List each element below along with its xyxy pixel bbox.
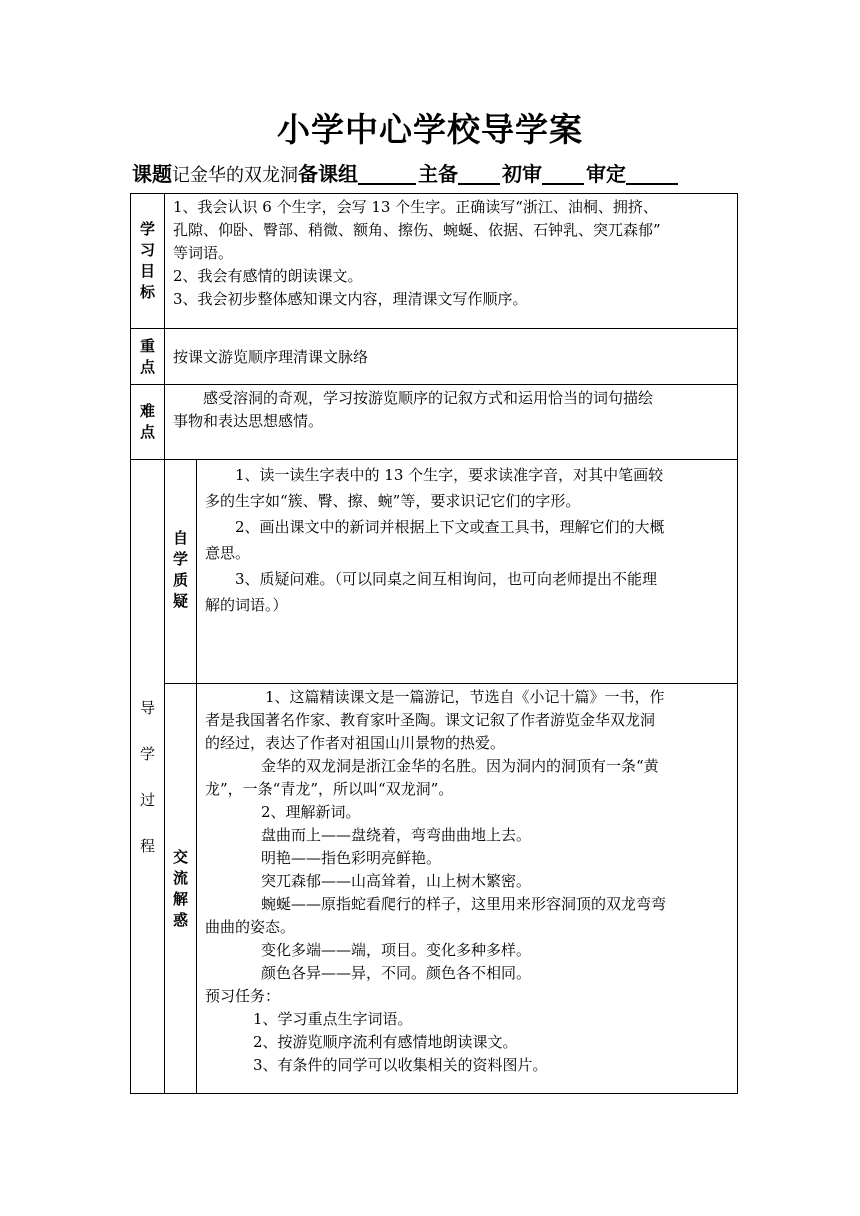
exchange-line: 2、按游览顺序流利有感情地朗读课文。 (253, 1033, 518, 1051)
topic-label: 课题 (132, 162, 172, 186)
goals-line: 3、我会初步整体感知课文内容，理清课文写作顺序。 (173, 290, 528, 308)
lesson-plan-table (130, 193, 738, 1094)
key-point-text: 按课文游览顺序理清课文脉络 (173, 348, 369, 366)
exchange-line: 1、学习重点生字词语。 (253, 1010, 413, 1028)
exchange-line: 的经过，表达了作者对祖国山川景物的热爱。 (205, 734, 506, 752)
final-review-blank (626, 163, 678, 185)
first-review-label: 初审 (502, 162, 542, 186)
self-study-line: 3、质疑问难。（可以同桌之间互相询问，也可向老师提出不能理 (235, 570, 658, 588)
self-study-line: 1、读一读生字表中的 13 个生字，要求读准字音，对其中笔画较 (235, 466, 664, 484)
exchange-label: 交 流 解 惑 (165, 684, 197, 1094)
key-point-row (131, 329, 738, 385)
self-study-line: 解的词语。） (205, 596, 288, 614)
self-study-line: 意思。 (205, 544, 251, 562)
exchange-line: 者是我国著名作家、教育家叶圣陶。课文记叙了作者游览金华双龙洞 (205, 711, 656, 729)
exchange-line: 变化多端——端，项目。变化多种多样。 (261, 941, 532, 959)
exchange-content (197, 684, 738, 1094)
group-blank (358, 163, 416, 185)
exchange-row (131, 684, 738, 1094)
main-blank (458, 163, 500, 185)
exchange-line: 3、有条件的同学可以收集相关的资料图片。 (253, 1056, 548, 1074)
exchange-line: 龙”，一条“青龙”，所以叫“双龙洞”。 (205, 780, 454, 798)
header-line (132, 158, 742, 187)
goals-line: 2、我会有感情的朗读课文。 (173, 267, 363, 285)
page-title: 小学中心学校导学案 (277, 110, 583, 149)
exchange-line: 明艳——指色彩明亮鲜艳。 (261, 849, 442, 867)
final-review-label: 审定 (586, 162, 626, 186)
self-study-label: 自 学 质 疑 (165, 460, 197, 684)
difficulty-line: 感受溶洞的奇观，学习按游览顺序的记叙方式和运用恰当的词句描绘 (203, 389, 654, 407)
first-review-blank (542, 163, 584, 185)
goals-line: 1、我会认识 6 个生字，会写 13 个生字。正确读写“浙江、油桐、拥挤、 (173, 198, 658, 216)
key-point-content (165, 329, 738, 385)
exchange-line: 盘曲而上——盘绕着，弯弯曲曲地上去。 (261, 826, 532, 844)
exchange-line: 1、这篇精读课文是一篇游记，节选自《小记十篇》一书，作 (265, 688, 665, 706)
difficulty-label: 难 点 (131, 385, 165, 460)
self-study-line: 2、画出课文中的新词并根据上下文或查工具书，理解它们的大概 (235, 518, 665, 536)
exchange-line: 预习任务： (205, 987, 281, 1005)
exchange-line: 蜿蜒——原指蛇看爬行的样子，这里用来形容洞顶的双龙弯弯 (261, 895, 667, 913)
self-study-line: 多的生字如“簇、臀、擦、蜿”等，要求识记它们的字形。 (205, 492, 581, 510)
difficulty-content (165, 385, 738, 460)
goals-row (131, 194, 738, 329)
exchange-line: 金华的双龙洞是浙江金华的名胜。因为洞内的洞顶有一条“黄 (261, 757, 659, 775)
key-point-label: 重 点 (131, 329, 165, 385)
group-label: 备课组 (298, 162, 358, 186)
exchange-line: 2、理解新词。 (261, 803, 361, 821)
exchange-line: 曲曲的姿态。 (205, 918, 296, 936)
difficulty-line: 事物和表达思想感情。 (173, 412, 324, 430)
goals-label: 学 习 目 标 (131, 194, 165, 329)
difficulty-row (131, 385, 738, 460)
goals-content (165, 194, 738, 329)
exchange-line: 颜色各异——异，不同。颜色各不相同。 (261, 964, 532, 982)
main-label: 主备 (418, 162, 458, 186)
self-study-row (131, 460, 738, 684)
process-label: 导 学 过 程 (131, 460, 165, 1094)
goals-line: 孔隙、仰卧、臀部、稍微、额角、擦伤、蜿蜒、依据、石钟乳、突兀森郁” (173, 221, 661, 239)
self-study-content (197, 460, 738, 684)
topic-value: 记金华的双龙洞 (172, 165, 298, 186)
exchange-line: 突兀森郁——山高耸着，山上树木繁密。 (261, 872, 532, 890)
goals-line: 等词语。 (173, 244, 234, 262)
